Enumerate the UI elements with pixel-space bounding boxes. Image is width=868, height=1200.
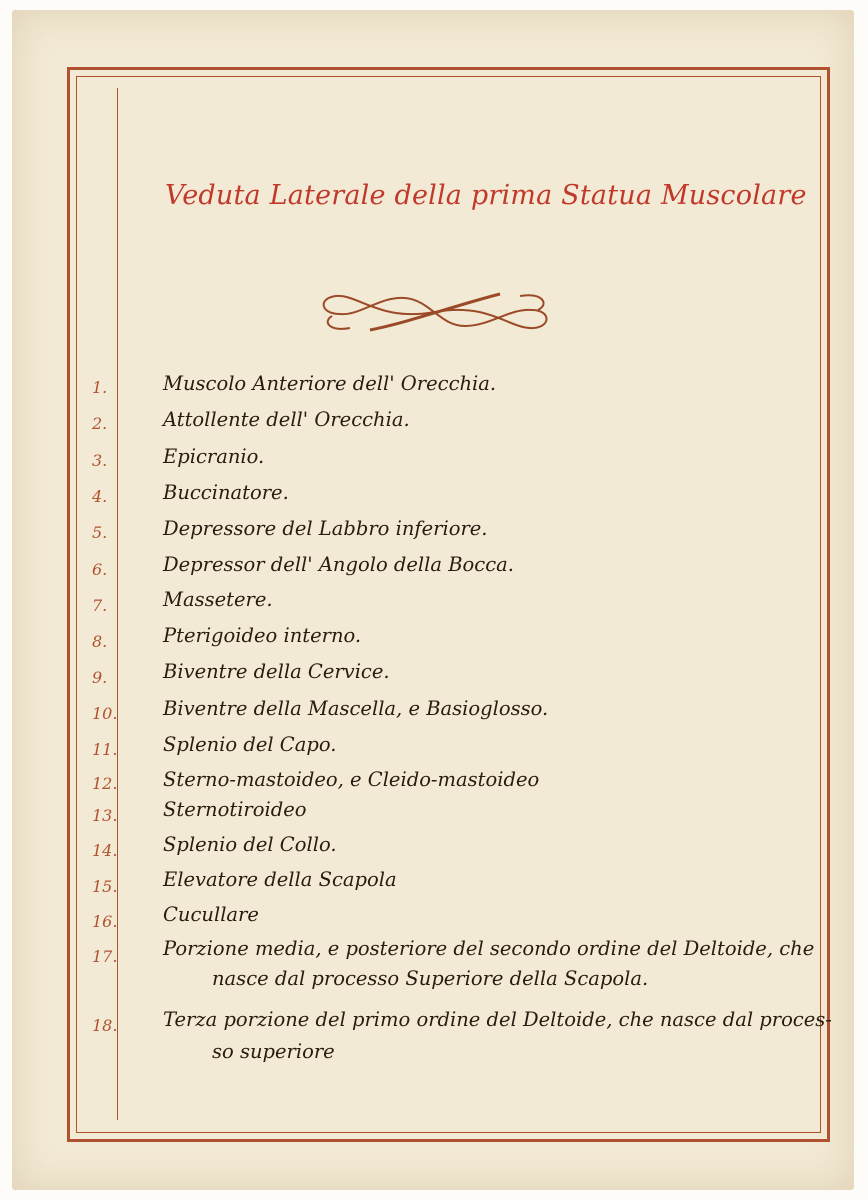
entry-text: Depressore del Labbro inferiore. [163,517,488,540]
entry-number: 11. [92,740,118,759]
entry-text: Biventre della Cervice. [163,660,390,683]
entry-number: 2. [92,414,108,433]
entry-text: Cucullare [163,903,259,926]
entry-number: 7. [92,596,108,615]
entry-text: Terza porzione del primo ordine del Deltoide, che nasce dal proces- [163,1008,832,1031]
entry-number: 9. [92,668,108,687]
entry-text: Elevatore della Scapola [163,868,397,891]
entry-text: Muscolo Anteriore dell' Orecchia. [163,372,497,395]
entry-continuation: so superiore [212,1040,335,1063]
entry-text: Massetere. [163,588,273,611]
entry-number: 10. [92,704,118,723]
page-title: Veduta Laterale della prima Statua Muscolare [165,180,807,211]
entry-text: Sternotiroideo [163,798,307,821]
entry-number: 3. [92,451,108,470]
entry-number: 5. [92,523,108,542]
entry-number: 6. [92,560,108,579]
entry-text: Attollente dell' Orecchia. [163,408,410,431]
entry-text: Depressor dell' Angolo della Bocca. [163,553,514,576]
entry-text: Epicranio. [163,445,265,468]
entry-text: Sterno-mastoideo, e Cleido-mastoideo [163,768,540,791]
entry-number: 16. [92,912,118,931]
entry-number: 17. [92,947,118,966]
entry-text: Pterigoideo interno. [163,624,362,647]
entry-number: 1. [92,378,108,397]
entry-text: Splenio del Collo. [163,833,337,856]
entry-number: 15. [92,877,118,896]
entry-number: 4. [92,487,108,506]
entry-number: 18. [92,1016,118,1035]
calligraphic-flourish-icon [310,282,560,342]
entry-text: Buccinatore. [163,481,289,504]
entry-number: 12. [92,774,118,793]
entry-number: 14. [92,841,118,860]
entry-text: Splenio del Capo. [163,733,337,756]
entry-text: Porzione media, e posteriore del secondo ordine del Deltoide, che [163,937,815,960]
entry-number: 13. [92,806,118,825]
entry-continuation: nasce dal processo Superiore della Scapola. [212,967,649,990]
entry-number: 8. [92,632,108,651]
entry-text: Biventre della Mascella, e Basioglosso. [163,697,549,720]
